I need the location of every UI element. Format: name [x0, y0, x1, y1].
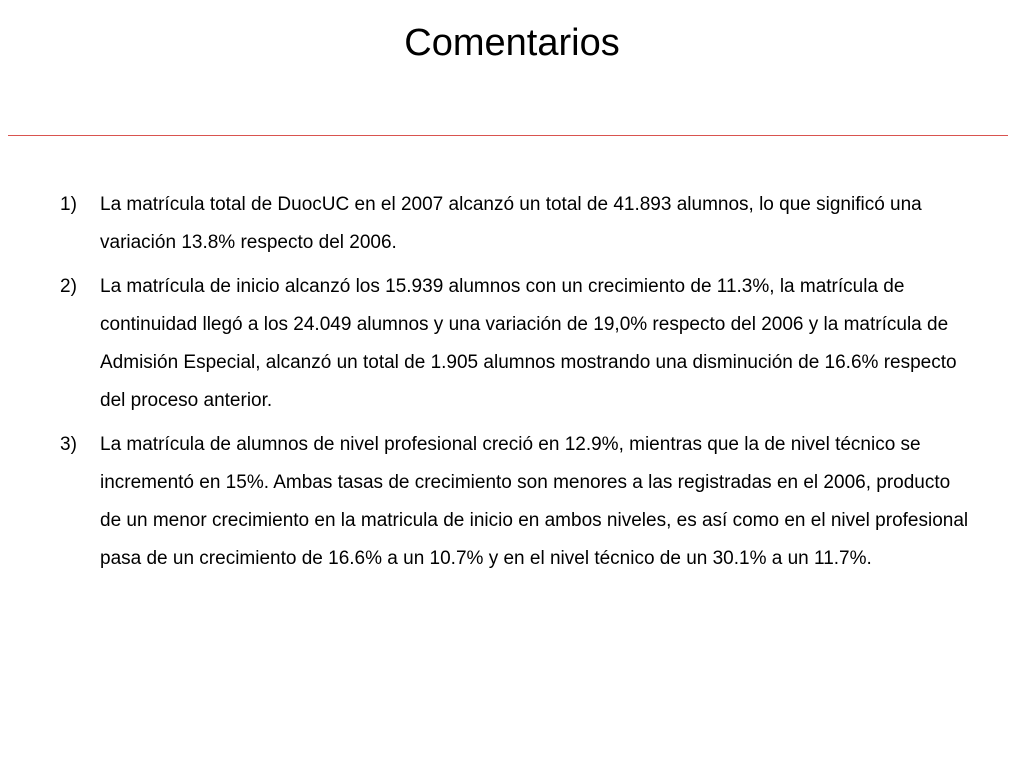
list-item — [60, 186, 970, 262]
item-number: 3) — [60, 434, 77, 455]
list-item — [60, 426, 970, 578]
list-item — [60, 268, 970, 420]
comments-list — [60, 186, 970, 584]
item-number: 1) — [60, 194, 77, 215]
item-text: La matrícula de inicio alcanzó los 15.939 alumnos con un crecimiento de 11.3%, la matrícula de continuidad llegó a los 24.049 alumnos y una variación de 19,0% respecto del 2006 y la matrícula de Admisión Especial, alcanzó un total de 1.905 alumnos mostrando una disminución de 16.6% respecto del proceso anterior. — [100, 276, 957, 411]
item-number: 2) — [60, 276, 77, 297]
item-text: La matrícula total de DuocUC en el 2007 alcanzó un total de 41.893 alumnos, lo que significó una variación 13.8% respecto del 2006. — [100, 194, 922, 253]
item-text: La matrícula de alumnos de nivel profesional creció en 12.9%, mientras que la de nivel técnico se incrementó en 15%. Ambas tasas de crecimiento son menores a las registradas en el 2006, producto de un menor crecimiento en la matricula de inicio en ambos niveles, es así como en el nivel profesional pasa de un crecimiento de 16.6% a un 10.7% y en el nivel técnico de un 30.1% a un 11.7%. — [100, 434, 969, 569]
slide-title: Comentarios — [404, 22, 620, 64]
title-divider — [8, 135, 1008, 136]
